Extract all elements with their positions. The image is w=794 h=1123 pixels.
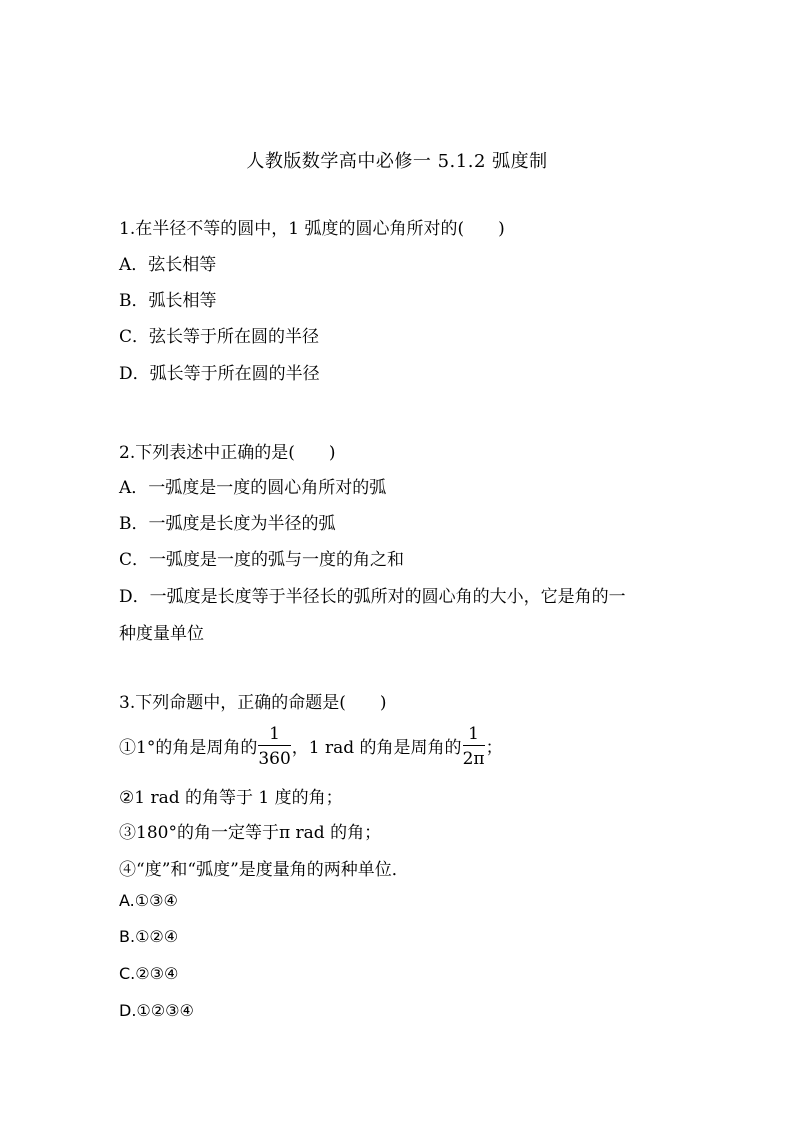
- question-2-option-d: D．一弧度是长度等于半径长的弧所对的圆心角的大小，它是角的一: [119, 587, 626, 607]
- question-3-option-d: D.①②③④: [119, 1001, 194, 1020]
- statement-1-text-b: ，1 rad 的角是周角的: [291, 738, 462, 758]
- question-2-option-d-continued: 种度量单位: [119, 624, 204, 644]
- question-1-option-d: D．弧长等于所在圆的半径: [119, 364, 320, 384]
- fraction-numerator: 1: [463, 724, 485, 746]
- question-1-option-a: A．弦长相等: [119, 255, 217, 275]
- question-1-option-b: B．弧长相等: [119, 291, 217, 311]
- fraction-denominator: 2π: [462, 749, 485, 769]
- question-3-statement-1: [119, 726, 503, 771]
- fraction-denominator: 360: [258, 749, 291, 769]
- question-2-option-a: A．一弧度是一度的圆心角所对的弧: [119, 478, 387, 498]
- question-3-option-b: B.①②④: [119, 927, 179, 946]
- question-2-stem: 2.下列表述中正确的是( ): [119, 443, 336, 463]
- question-3-option-a: A.①③④: [119, 891, 178, 910]
- question-1-option-c: C．弦长等于所在圆的半径: [119, 327, 320, 347]
- question-3-stem: 3.下列命题中，正确的命题是( ): [119, 693, 387, 713]
- fraction-one-over-two-pi: [463, 724, 485, 769]
- question-1-stem: 1.在半径不等的圆中，1 弧度的圆心角所对的( ): [119, 219, 505, 239]
- question-3-option-c: C.②③④: [119, 964, 179, 983]
- question-3-statement-3: ③180°的角一定等于π rad 的角；: [119, 823, 382, 843]
- question-2-option-b: B．一弧度是长度为半径的弧: [119, 514, 336, 534]
- fraction-one-over-360: [258, 724, 290, 769]
- question-3-statement-4: ④“度”和“弧度”是度量角的两种单位．: [119, 860, 409, 880]
- question-2-option-c: C．一弧度是一度的弧与一度的角之和: [119, 550, 405, 570]
- page-title: 人教版数学高中必修一 5.1.2 弧度制: [246, 151, 548, 172]
- fraction-numerator: 1: [258, 724, 290, 746]
- statement-1-text-c: ；: [485, 738, 503, 758]
- statement-1-text-a: ①1°的角是周角的: [119, 738, 258, 758]
- question-3-statement-2: ②1 rad 的角等于 1 度的角；: [119, 788, 343, 808]
